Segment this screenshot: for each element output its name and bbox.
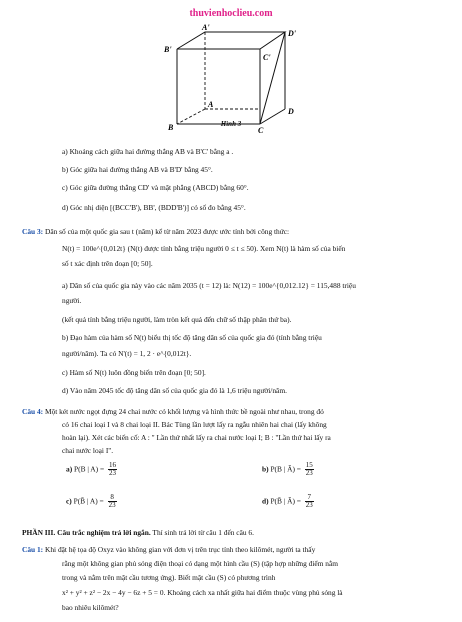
q4-heading xyxy=(22,408,324,417)
q3-formula-2: số t xác định trên đoạn [0; 50]. xyxy=(62,259,153,268)
q1-line-2: rằng một không gian phủ sóng điện thoại có dạng một hình cầu (S) (tập hợp những điểm nằm xyxy=(62,559,338,568)
q4-option-d: d) P(B̄ | Ā) = $\frac{7}{23}$ xyxy=(262,493,313,510)
q4-line-2: có 16 chai loại I và 8 chai loại II. Bác Tùng lần lượt lấy ra ngẫu nhiên hai chai (lấy không xyxy=(62,420,327,429)
q3-label: Câu 3: xyxy=(22,227,44,236)
q4-label: Câu 4: xyxy=(22,407,44,416)
vertex-a: A xyxy=(208,100,214,109)
figure-caption: Hình 3 xyxy=(220,120,242,128)
q4-option-b: b) P(B | Ā) = $\frac{15}{23}$ xyxy=(262,461,313,478)
site-watermark: thuvienhoclieu.com xyxy=(189,8,273,19)
q1-line-4: x² + y² + z² − 2x − 4y − 6z + 5 = 0. Khoảng cách xa nhất giữa hai điểm thuộc vùng phủ sóng là xyxy=(62,588,343,597)
q3-heading xyxy=(22,228,289,237)
q1-line-3: trong và nằm trên mặt cầu tương ứng). Biết mặt cầu (S) có phương trình xyxy=(62,573,276,582)
vertex-b: B xyxy=(168,123,174,132)
vertex-d-prime: D' xyxy=(288,29,296,38)
q2-option-c: c) Góc giữa đường thẳng CD' và mặt phẳng (ABCD) bằng 60°. xyxy=(62,183,249,192)
q2-option-a: a) Khoảng cách giữa hai đường thẳng AB và B'C' bằng a . xyxy=(62,147,234,156)
q1-line-1: Khi đặt hệ tọa độ Oxyz vào không gian với đơn vị trên trục tính theo kilômét, người ta thấy xyxy=(45,545,316,554)
part-3-heading xyxy=(22,529,254,538)
q1-heading xyxy=(22,546,315,555)
q4-line-1: Một két nước ngọt đựng 24 chai nước có khối lượng và hình thức bề ngoài như nhau, trong đó xyxy=(45,407,324,416)
vertex-a-prime: A' xyxy=(202,24,210,32)
q4-option-c: c) P(B̄ | A) = $\frac{8}{23}$ xyxy=(66,493,116,510)
q3-option-b-2: người/năm). Ta có N'(t) = 1, 2 · e^{0,012t}. xyxy=(62,349,192,358)
vertex-c-prime: C' xyxy=(263,53,271,62)
q2-option-b: b) Góc giữa hai đường thẳng AB và B'D' bằng 45°. xyxy=(62,165,213,174)
cube-figure xyxy=(150,24,310,134)
q3-option-c: c) Hàm số N(t) luôn đồng biến trên đoạn [0; 50]. xyxy=(62,368,206,377)
q3-option-b-1: b) Đạo hàm của hàm số N(t) biểu thị tốc độ tăng dân số của quốc gia đó (tính bằng triệu xyxy=(62,333,322,342)
q3-option-a-1: a) Dân số của quốc gia này vào các năm 2035 (t = 12) là: N(12) = 100e^{0,012.12} = 115,488 triệu xyxy=(62,281,356,290)
vertex-c: C xyxy=(258,126,264,134)
part-3-desc: Thí sinh trả lời từ câu 1 đến câu 6. xyxy=(150,528,254,537)
q4-line-4: chai nước loại I". xyxy=(62,446,114,455)
q3-option-a-3: (kết quả tính bằng triệu người, làm tròn kết quả đến chữ số thập phân thứ ba). xyxy=(62,315,292,324)
q2-option-d: d) Góc nhị diện [(BCC'B'), BB', (BDD'B')] có số đo bằng 45°. xyxy=(62,203,246,212)
vertex-b-prime: B' xyxy=(164,45,172,54)
q3-stem: Dân số của một quốc gia sau t (năm) kể từ năm 2023 được ước tính bởi công thức: xyxy=(45,227,290,236)
q3-option-d: d) Vào năm 2045 tốc độ tăng dân số của quốc gia đó là 1,6 triệu người/năm. xyxy=(62,386,287,395)
q3-formula: N(t) = 100e^{0,012t} (N(t) được tính bằng triệu người 0 ≤ t ≤ 50). Xem N(t) là hàm số của biến xyxy=(62,244,346,253)
q4-option-a: a) P(B | A) = $\frac{16}{23}$ xyxy=(66,461,116,478)
q1-label: Câu 1: xyxy=(22,545,44,554)
vertex-d: D xyxy=(288,107,294,116)
q3-option-a-2: người. xyxy=(62,296,82,305)
q1-line-5: bao nhiêu kilômét? xyxy=(62,603,119,612)
q4-line-3: hoàn lại). Xét các biến cố: A : " Lần thứ nhất lấy ra chai nước loại I; B : "Lần thứ hai lấy ra xyxy=(62,433,331,442)
part-3-title: PHẦN III. Câu trắc nghiệm trả lời ngắn. xyxy=(22,528,151,537)
